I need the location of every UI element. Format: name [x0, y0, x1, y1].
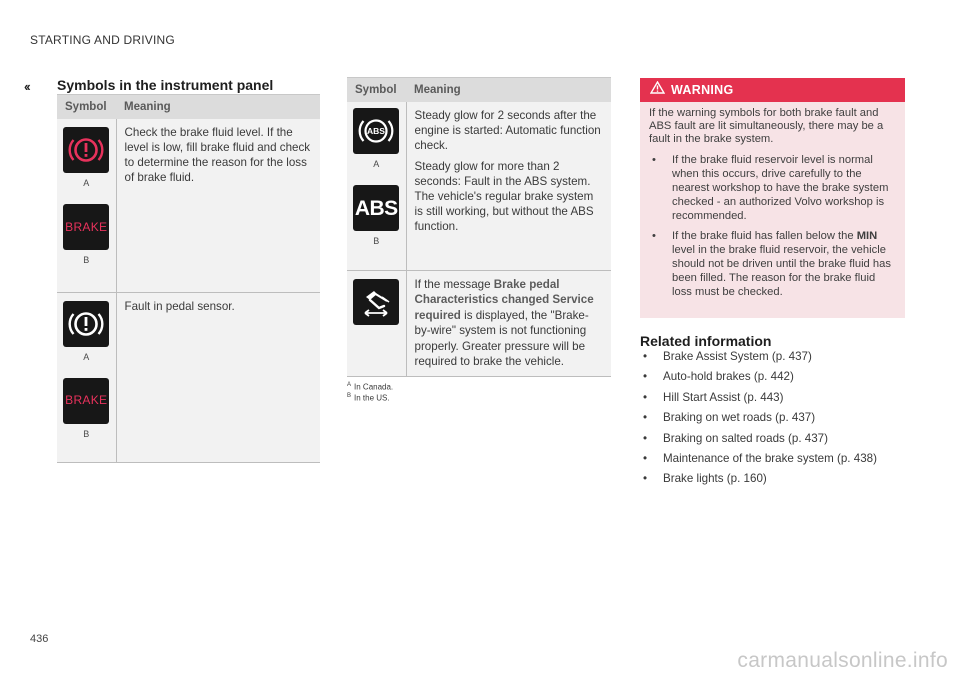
previous-page-icon[interactable]: ‹‹: [24, 79, 29, 94]
footnote-a: $^A$ In Canada.: [347, 382, 394, 392]
table-row: [347, 270, 611, 376]
column-header-symbol: Symbol: [347, 78, 406, 103]
symbols-table-left: [57, 94, 320, 463]
warning-box: [640, 78, 905, 318]
symbol-cell: [347, 270, 406, 376]
footnote-marker-b: B: [83, 428, 90, 439]
brake-pedal-arrow-icon: [353, 279, 399, 325]
related-link[interactable]: • Hill Start Assist (p. 443): [640, 391, 877, 411]
related-info-list: [640, 350, 877, 493]
table-row: [57, 119, 320, 292]
brake-warning-circle-icon: [63, 127, 109, 173]
footnote-marker-b: B: [373, 236, 380, 246]
warning-body: [640, 102, 905, 299]
table-row: [347, 102, 611, 270]
related-link[interactable]: • Brake lights (p. 160): [640, 472, 877, 492]
related-link[interactable]: • Brake Assist System (p. 437): [640, 350, 877, 370]
brake-text-icon: BRAKE: [63, 378, 109, 424]
related-link[interactable]: • Braking on salted roads (p. 437): [640, 432, 877, 452]
footnote-marker-a: A: [373, 159, 380, 169]
page-number: 436: [30, 633, 49, 645]
watermark: carmanualsonline.info: [737, 649, 948, 672]
related-link[interactable]: • Auto-hold brakes (p. 442): [640, 370, 877, 390]
chapter-header: STARTING AND DRIVING: [30, 33, 175, 47]
meaning-cell: [406, 102, 611, 270]
abs-text-icon: ABS: [353, 185, 399, 231]
column-header-meaning: Meaning: [406, 78, 611, 103]
warning-list: [649, 153, 896, 299]
footnote-marker-b: B: [83, 255, 90, 265]
meaning-cell: [406, 270, 611, 376]
symbol-cell: [57, 119, 116, 292]
abs-circle-label: ABS: [367, 126, 386, 137]
related-link[interactable]: • Maintenance of the brake system (p. 438): [640, 452, 877, 472]
warning-intro: If the warning symbols for both brake fault and ABS fault are lit simultaneously, there may be a fault in the brake system.: [649, 107, 884, 145]
warning-title: WARNING: [671, 83, 734, 97]
column-header-symbol: Symbol: [57, 95, 116, 120]
brake-text-icon: BRAKE: [63, 204, 109, 250]
related-link[interactable]: • Braking on wet roads (p. 437): [640, 411, 877, 431]
symbol-cell: [347, 102, 406, 270]
list-item: • If the brake fluid has fallen below the MIN level in the brake fluid reservoir, the vehicle should not be driven until the brake fluid has been filled. The reason for the brake fluid loss must be checked.: [649, 229, 896, 299]
section-title: Symbols in the instrument panel: [57, 77, 274, 93]
meaning-cell: [116, 119, 320, 292]
meaning-cell: [116, 292, 320, 462]
meaning-text: Fault in pedal sensor.: [124, 299, 235, 313]
list-item: • If the brake fluid reservoir level is normal when this occurs, drive carefully to the nearest workshop to have the brake system checked - an authorized Volvo workshop is recommended.: [649, 153, 896, 223]
footnote-marker-a: A: [83, 351, 90, 362]
message-text: Brake pedal Characteristics changed Service required: [414, 277, 594, 322]
meaning-text: If the message Brake pedal Characteristics changed Service required is displayed, the "Brake-by-wire" system is not functioning properly. Greater pressure will be required to brake the vehicle.: [414, 277, 594, 368]
pedal-fault-circle-icon: [63, 301, 109, 347]
table-row: [57, 292, 320, 462]
meaning-text: Steady glow for more than 2 seconds: Fault in the ABS system. The vehicle's regular brake system is still working, but without the ABS function.: [414, 160, 594, 233]
column-header-meaning: Meaning: [116, 95, 320, 120]
footnote-marker-a: A: [83, 178, 90, 188]
related-info-title: Related information: [640, 333, 772, 349]
warning-header: [640, 78, 905, 102]
symbol-cell: [57, 292, 116, 462]
meaning-text: Steady glow for 2 seconds after the engine is started: Automatic function check.: [414, 109, 601, 152]
meaning-text: Check the brake fluid level. If the level is low, fill brake fluid and check to determine the reason for the loss of brake fluid.: [124, 126, 311, 184]
footnote-b: $^B$ In the US.: [347, 393, 390, 403]
abs-circle-icon: [353, 108, 399, 154]
warning-triangle-icon: [650, 81, 665, 99]
symbols-table-right: [347, 77, 611, 377]
